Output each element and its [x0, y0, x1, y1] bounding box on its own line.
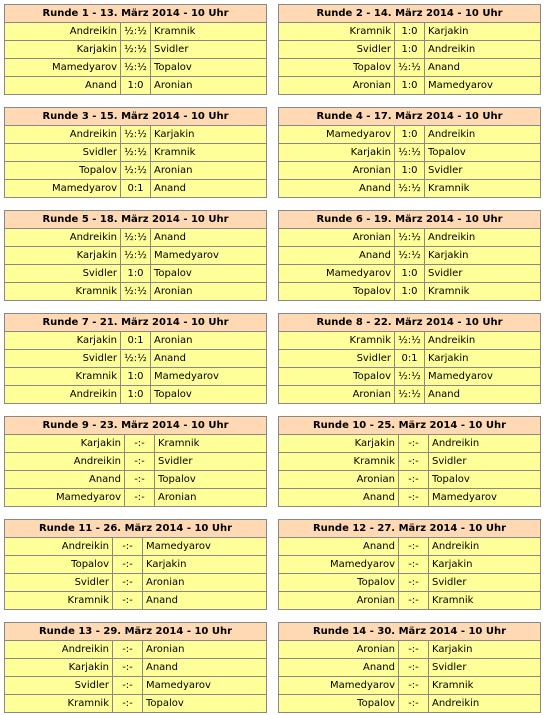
game-row — [5, 592, 267, 610]
round-header: Runde 14 - 30. März 2014 - 10 Uhr — [279, 623, 541, 641]
game-row — [279, 386, 541, 404]
white-player: Mamedyarov — [5, 489, 125, 507]
game-result: 1:0 — [395, 23, 425, 41]
game-result: ½:½ — [121, 144, 151, 162]
black-player: Karjakin — [429, 641, 541, 659]
black-player: Svidler — [155, 453, 267, 471]
round-table — [4, 313, 267, 404]
round-header: Runde 1 - 13. März 2014 - 10 Uhr — [5, 5, 267, 23]
game-row — [279, 677, 541, 695]
black-player: Anand — [143, 592, 267, 610]
black-player: Aronian — [143, 574, 267, 592]
game-row — [5, 695, 267, 713]
game-result: ½:½ — [395, 332, 425, 350]
black-player: Aronian — [155, 489, 267, 507]
game-row — [5, 59, 267, 77]
black-player: Aronian — [143, 641, 267, 659]
game-result: 0:1 — [121, 180, 151, 198]
round-table — [4, 107, 267, 198]
white-player: Andreikin — [5, 453, 125, 471]
game-result: ½:½ — [395, 247, 425, 265]
game-row — [279, 265, 541, 283]
game-row — [279, 453, 541, 471]
game-row — [5, 641, 267, 659]
white-player: Kramnik — [5, 592, 113, 610]
white-player: Svidler — [279, 350, 395, 368]
round-table — [278, 519, 541, 610]
game-row — [5, 283, 267, 301]
game-row — [5, 368, 267, 386]
black-player: Andreikin — [429, 435, 541, 453]
game-row — [279, 556, 541, 574]
black-player: Kramnik — [425, 283, 541, 301]
game-result: 1:0 — [395, 265, 425, 283]
white-player: Svidler — [5, 350, 121, 368]
game-result: -:- — [113, 538, 143, 556]
game-row — [5, 126, 267, 144]
white-player: Mamedyarov — [279, 265, 395, 283]
white-player: Andreikin — [5, 229, 121, 247]
game-result: ½:½ — [121, 126, 151, 144]
game-result: ½:½ — [395, 229, 425, 247]
black-player: Andreikin — [425, 126, 541, 144]
game-row — [279, 695, 541, 713]
game-row — [279, 471, 541, 489]
game-row — [5, 41, 267, 59]
white-player: Aronian — [279, 229, 395, 247]
game-result: ½:½ — [121, 283, 151, 301]
round-header: Runde 9 - 23. März 2014 - 10 Uhr — [5, 417, 267, 435]
game-result: -:- — [399, 489, 429, 507]
game-row — [5, 247, 267, 265]
game-row — [279, 77, 541, 95]
game-row — [279, 41, 541, 59]
black-player: Svidler — [425, 162, 541, 180]
white-player: Anand — [5, 77, 121, 95]
white-player: Topalov — [279, 283, 395, 301]
game-result: -:- — [399, 453, 429, 471]
black-player: Topalov — [151, 59, 267, 77]
round-header: Runde 8 - 22. März 2014 - 10 Uhr — [279, 314, 541, 332]
black-player: Kramnik — [151, 144, 267, 162]
white-player: Svidler — [5, 677, 113, 695]
white-player: Anand — [279, 538, 399, 556]
white-player: Aronian — [279, 386, 395, 404]
black-player: Anand — [151, 350, 267, 368]
white-player: Svidler — [279, 41, 395, 59]
game-row — [279, 247, 541, 265]
round-header: Runde 12 - 27. März 2014 - 10 Uhr — [279, 520, 541, 538]
white-player: Mamedyarov — [279, 677, 399, 695]
game-row — [279, 592, 541, 610]
round-table — [278, 107, 541, 198]
white-player: Kramnik — [279, 332, 395, 350]
black-player: Topalov — [155, 471, 267, 489]
black-player: Svidler — [429, 659, 541, 677]
game-result: ½:½ — [121, 41, 151, 59]
round-table — [278, 416, 541, 507]
game-row — [5, 77, 267, 95]
black-player: Kramnik — [429, 592, 541, 610]
game-row — [5, 386, 267, 404]
black-player: Mamedyarov — [143, 538, 267, 556]
round-header: Runde 7 - 21. März 2014 - 10 Uhr — [5, 314, 267, 332]
round-header: Runde 11 - 26. März 2014 - 10 Uhr — [5, 520, 267, 538]
white-player: Anand — [279, 180, 395, 198]
black-player: Aronian — [151, 332, 267, 350]
white-player: Karjakin — [5, 41, 121, 59]
white-player: Anand — [279, 247, 395, 265]
game-row — [5, 162, 267, 180]
round-table — [278, 313, 541, 404]
black-player: Karjakin — [429, 556, 541, 574]
game-result: ½:½ — [121, 23, 151, 41]
game-result: -:- — [125, 435, 155, 453]
black-player: Aronian — [151, 77, 267, 95]
game-result: 0:1 — [121, 332, 151, 350]
white-player: Kramnik — [5, 695, 113, 713]
round-table — [278, 622, 541, 713]
game-result: -:- — [399, 538, 429, 556]
black-player: Karjakin — [151, 126, 267, 144]
white-player: Svidler — [5, 574, 113, 592]
game-row — [279, 332, 541, 350]
game-result: ½:½ — [395, 144, 425, 162]
black-player: Aronian — [151, 283, 267, 301]
white-player: Aronian — [279, 641, 399, 659]
white-player: Aronian — [279, 471, 399, 489]
white-player: Aronian — [279, 162, 395, 180]
white-player: Andreikin — [5, 23, 121, 41]
round-header: Runde 5 - 18. März 2014 - 10 Uhr — [5, 211, 267, 229]
game-result: -:- — [125, 453, 155, 471]
game-row — [5, 471, 267, 489]
game-result: -:- — [399, 695, 429, 713]
game-result: -:- — [113, 592, 143, 610]
white-player: Karjakin — [279, 435, 399, 453]
round-table — [278, 4, 541, 95]
black-player: Karjakin — [425, 23, 541, 41]
white-player: Andreikin — [5, 126, 121, 144]
game-result: -:- — [125, 489, 155, 507]
game-row — [279, 126, 541, 144]
black-player: Mamedyarov — [151, 247, 267, 265]
game-row — [279, 435, 541, 453]
game-row — [5, 453, 267, 471]
round-header: Runde 2 - 14. März 2014 - 10 Uhr — [279, 5, 541, 23]
white-player: Topalov — [279, 59, 395, 77]
game-row — [5, 574, 267, 592]
game-row — [5, 144, 267, 162]
game-row — [279, 641, 541, 659]
game-result: -:- — [113, 574, 143, 592]
round-header: Runde 13 - 29. März 2014 - 10 Uhr — [5, 623, 267, 641]
white-player: Anand — [279, 659, 399, 677]
white-player: Andreikin — [5, 641, 113, 659]
white-player: Karjakin — [279, 144, 395, 162]
white-player: Anand — [5, 471, 125, 489]
game-result: ½:½ — [121, 59, 151, 77]
game-result: 1:0 — [395, 162, 425, 180]
game-row — [279, 659, 541, 677]
white-player: Mamedyarov — [279, 126, 395, 144]
black-player: Aronian — [151, 162, 267, 180]
game-row — [279, 162, 541, 180]
round-table — [4, 4, 267, 95]
black-player: Kramnik — [425, 180, 541, 198]
white-player: Topalov — [5, 162, 121, 180]
game-result: ½:½ — [121, 229, 151, 247]
game-result: -:- — [399, 556, 429, 574]
game-result: -:- — [399, 677, 429, 695]
round-table — [4, 519, 267, 610]
black-player: Svidler — [151, 41, 267, 59]
black-player: Anand — [425, 59, 541, 77]
game-result: -:- — [399, 641, 429, 659]
black-player: Andreikin — [429, 538, 541, 556]
black-player: Mamedyarov — [425, 368, 541, 386]
round-header: Runde 6 - 19. März 2014 - 10 Uhr — [279, 211, 541, 229]
game-result: ½:½ — [395, 386, 425, 404]
white-player: Topalov — [279, 368, 395, 386]
game-row — [5, 538, 267, 556]
black-player: Karjakin — [425, 247, 541, 265]
game-result: 1:0 — [121, 265, 151, 283]
round-header: Runde 4 - 17. März 2014 - 10 Uhr — [279, 108, 541, 126]
game-row — [5, 265, 267, 283]
game-row — [5, 489, 267, 507]
black-player: Mamedyarov — [151, 368, 267, 386]
white-player: Kramnik — [279, 453, 399, 471]
game-row — [279, 283, 541, 301]
round-header: Runde 3 - 15. März 2014 - 10 Uhr — [5, 108, 267, 126]
white-player: Mamedyarov — [5, 180, 121, 198]
black-player: Mamedyarov — [425, 77, 541, 95]
game-row — [279, 368, 541, 386]
game-result: ½:½ — [395, 59, 425, 77]
black-player: Mamedyarov — [429, 489, 541, 507]
white-player: Anand — [279, 489, 399, 507]
round-table — [4, 622, 267, 713]
white-player: Aronian — [279, 77, 395, 95]
game-row — [5, 350, 267, 368]
game-row — [5, 180, 267, 198]
round-table — [4, 416, 267, 507]
game-row — [279, 574, 541, 592]
white-player: Karjakin — [5, 332, 121, 350]
game-result: ½:½ — [121, 247, 151, 265]
game-result: 1:0 — [395, 77, 425, 95]
white-player: Svidler — [5, 144, 121, 162]
game-row — [279, 229, 541, 247]
game-row — [5, 556, 267, 574]
game-result: -:- — [399, 659, 429, 677]
black-player: Andreikin — [429, 695, 541, 713]
black-player: Topalov — [143, 695, 267, 713]
black-player: Topalov — [151, 265, 267, 283]
white-player: Andreikin — [5, 386, 121, 404]
game-result: 1:0 — [121, 77, 151, 95]
white-player: Topalov — [279, 574, 399, 592]
black-player: Anand — [151, 229, 267, 247]
black-player: Andreikin — [425, 332, 541, 350]
black-player: Topalov — [429, 471, 541, 489]
game-result: -:- — [399, 592, 429, 610]
black-player: Topalov — [425, 144, 541, 162]
black-player: Mamedyarov — [143, 677, 267, 695]
game-row — [279, 538, 541, 556]
round-table — [278, 210, 541, 301]
game-row — [5, 659, 267, 677]
black-player: Svidler — [429, 453, 541, 471]
white-player: Karjakin — [5, 247, 121, 265]
white-player: Kramnik — [5, 283, 121, 301]
game-result: 1:0 — [395, 41, 425, 59]
black-player: Karjakin — [425, 350, 541, 368]
game-result: -:- — [113, 659, 143, 677]
game-result: -:- — [399, 435, 429, 453]
game-row — [279, 489, 541, 507]
black-player: Kramnik — [429, 677, 541, 695]
white-player: Andreikin — [5, 538, 113, 556]
black-player: Andreikin — [425, 41, 541, 59]
game-row — [279, 144, 541, 162]
game-row — [5, 23, 267, 41]
game-result: ½:½ — [121, 350, 151, 368]
white-player: Topalov — [5, 556, 113, 574]
game-result: 1:0 — [121, 368, 151, 386]
game-result: ½:½ — [121, 162, 151, 180]
game-row — [5, 677, 267, 695]
game-result: ½:½ — [395, 180, 425, 198]
game-row — [5, 229, 267, 247]
round-header: Runde 10 - 25. März 2014 - 10 Uhr — [279, 417, 541, 435]
game-row — [5, 435, 267, 453]
game-result: -:- — [399, 471, 429, 489]
black-player: Svidler — [429, 574, 541, 592]
black-player: Anand — [143, 659, 267, 677]
game-row — [5, 332, 267, 350]
game-result: -:- — [113, 677, 143, 695]
white-player: Mamedyarov — [279, 556, 399, 574]
white-player: Kramnik — [279, 23, 395, 41]
black-player: Topalov — [151, 386, 267, 404]
round-table — [4, 210, 267, 301]
game-result: 1:0 — [395, 126, 425, 144]
black-player: Karjakin — [143, 556, 267, 574]
black-player: Andreikin — [425, 229, 541, 247]
game-result: -:- — [113, 695, 143, 713]
game-result: 0:1 — [395, 350, 425, 368]
white-player: Kramnik — [5, 368, 121, 386]
game-row — [279, 59, 541, 77]
white-player: Svidler — [5, 265, 121, 283]
game-result: 1:0 — [121, 386, 151, 404]
black-player: Kramnik — [155, 435, 267, 453]
black-player: Kramnik — [151, 23, 267, 41]
white-player: Topalov — [279, 695, 399, 713]
game-result: -:- — [125, 471, 155, 489]
game-row — [279, 23, 541, 41]
game-result: -:- — [399, 574, 429, 592]
game-result: -:- — [113, 556, 143, 574]
game-result: 1:0 — [395, 283, 425, 301]
white-player: Karjakin — [5, 435, 125, 453]
game-row — [279, 350, 541, 368]
black-player: Anand — [151, 180, 267, 198]
white-player: Aronian — [279, 592, 399, 610]
game-result: -:- — [113, 641, 143, 659]
game-row — [279, 180, 541, 198]
white-player: Mamedyarov — [5, 59, 121, 77]
black-player: Svidler — [425, 265, 541, 283]
white-player: Karjakin — [5, 659, 113, 677]
game-result: ½:½ — [395, 368, 425, 386]
black-player: Anand — [425, 386, 541, 404]
